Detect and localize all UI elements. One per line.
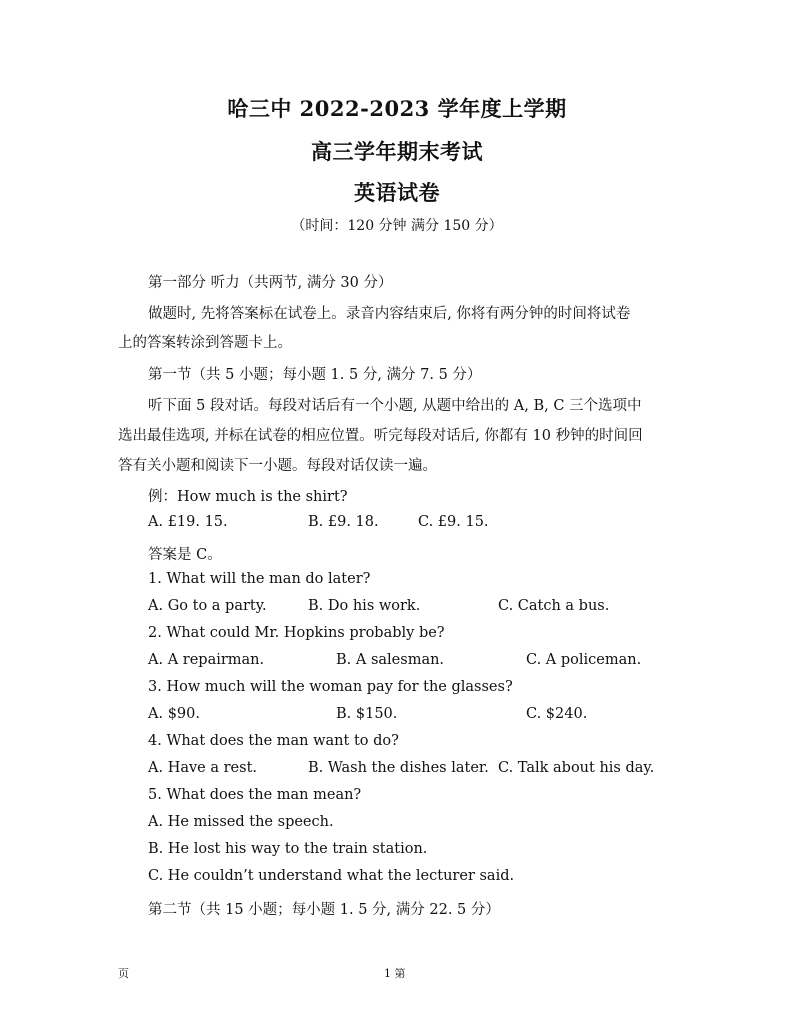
- question-3-option-b: B. $150.: [336, 706, 398, 722]
- question-1-option-b: B. Do his work.: [308, 598, 421, 614]
- question-4-option-b: B. Wash the dishes later.: [308, 760, 489, 776]
- example-option-b: B. £9. 18.: [308, 514, 379, 530]
- question-5-option-a: A. He missed the speech.: [148, 814, 334, 830]
- example-answer: 答案是 C。: [148, 547, 222, 563]
- question-4: 4. What does the man want to do?: [148, 733, 399, 749]
- question-1-option-c: C. Catch a bus.: [498, 598, 610, 614]
- section2-heading: 第二节（共 15 小题；每小题 1. 5 分, 满分 22. 5 分）: [148, 902, 500, 918]
- example-option-a: A. £19. 15.: [148, 514, 228, 530]
- question-3: 3. How much will the woman pay for the glasses?: [148, 679, 513, 695]
- question-5: 5. What does the man mean?: [148, 787, 362, 803]
- question-1-option-a: A. Go to a party.: [148, 598, 267, 614]
- example-question: 例：How much is the shirt?: [148, 489, 348, 505]
- subject-title: 英语试卷: [354, 180, 440, 205]
- question-4-option-a: A. Have a rest.: [148, 760, 258, 776]
- question-2: 2. What could Mr. Hopkins probably be?: [148, 625, 445, 641]
- question-4-option-c: C. Talk about his day.: [498, 760, 655, 776]
- question-3-option-a: A. $90.: [148, 706, 200, 722]
- time-score-note: （时间：120 分钟 满分 150 分）: [291, 218, 503, 234]
- exam-title: 高三学年期末考试: [311, 139, 483, 164]
- school-title: 哈三中 2022-2023 学年度上学期: [227, 96, 567, 121]
- footer-page-number: 1 第: [384, 967, 406, 980]
- section1-heading: 第一节（共 5 小题；每小题 1. 5 分, 满分 7. 5 分）: [148, 367, 482, 383]
- section1-instructions-line: 选出最佳选项, 并标在试卷的相应位置。听完每段对话后, 你都有 10 秒钟的时间回: [118, 428, 643, 444]
- question-5-option-c: C. He couldn’t understand what the lecturer said.: [148, 868, 515, 884]
- question-2-option-b: B. A salesman.: [336, 652, 445, 668]
- section1-instructions-line: 听下面 5 段对话。每段对话后有一个小题, 从题中给出的 A, B, C 三个选项中: [148, 398, 642, 414]
- part1-heading: 第一部分 听力（共两节, 满分 30 分）: [148, 275, 393, 291]
- example-option-c: C. £9. 15.: [418, 514, 489, 530]
- question-2-option-c: C. A policeman.: [526, 652, 642, 668]
- section1-instructions-line: 答有关小题和阅读下一小题。每段对话仅读一遍。: [118, 458, 437, 474]
- question-5-option-b: B. He lost his way to the train station.: [148, 841, 428, 857]
- question-3-option-c: C. $240.: [526, 706, 588, 722]
- question-1: 1. What will the man do later?: [148, 571, 371, 587]
- footer-page-label: 页: [118, 967, 129, 980]
- instructions-line: 做题时, 先将答案标在试卷上。录音内容结束后, 你将有两分钟的时间将试卷: [148, 306, 631, 322]
- question-2-option-a: A. A repairman.: [148, 652, 265, 668]
- instructions-line: 上的答案转涂到答题卡上。: [118, 335, 292, 351]
